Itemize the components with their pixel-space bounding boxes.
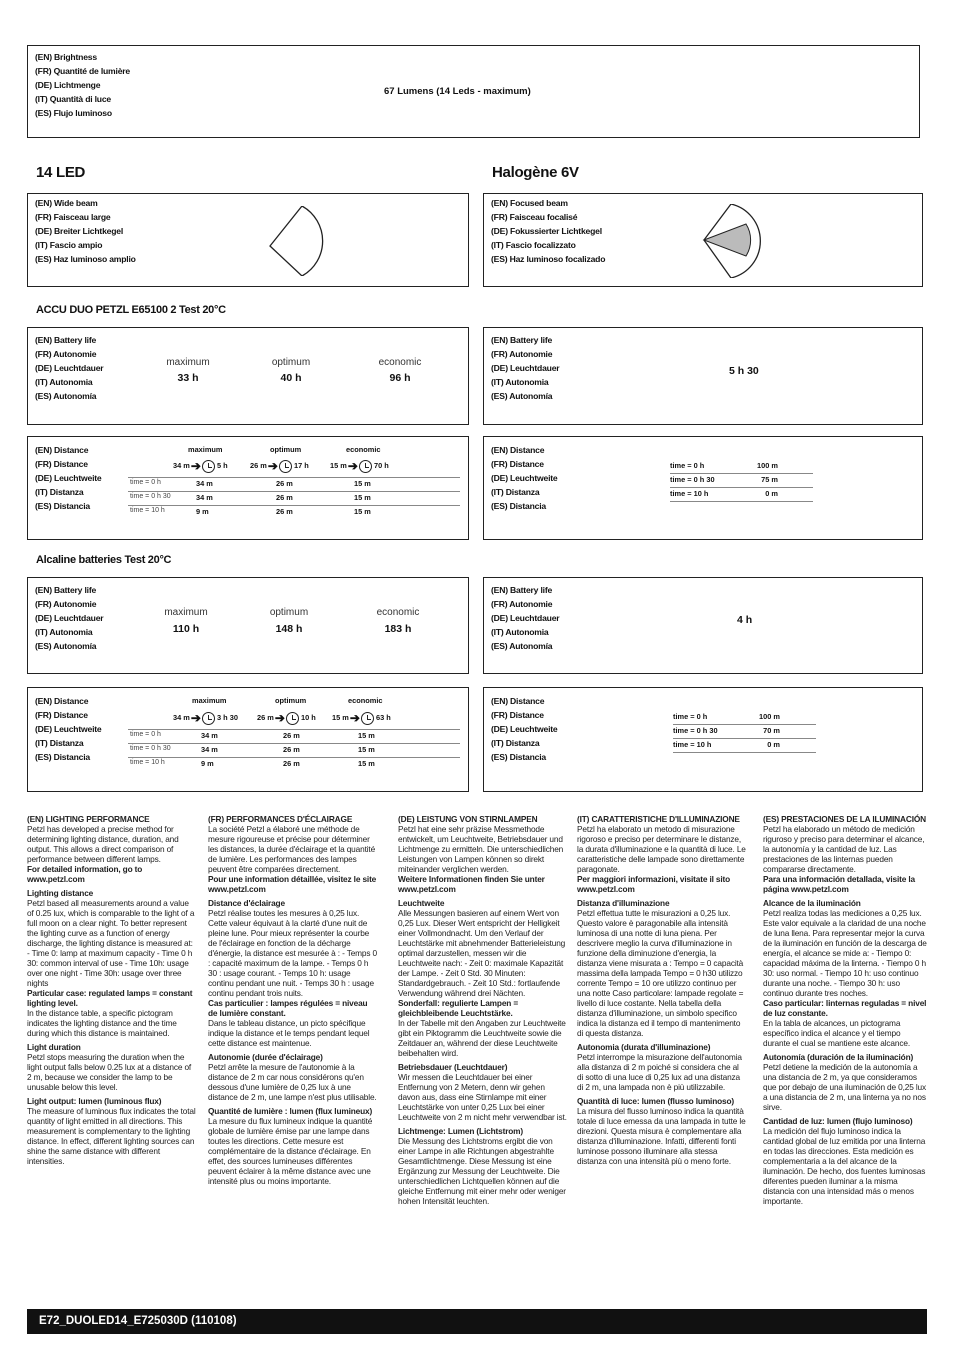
- lang-line: (DE) Leuchtweite: [491, 724, 558, 734]
- col-paragraph: La société Petzl a élaboré une méthode de mesure rigoureuse et précise pour déterminer les distances, la durée d'éclairage et la quantité de lumière. Les performances des lampes peuvent être comparées directement.: [208, 824, 376, 874]
- col-paragraph: Dans le tableau distance, un picto spécifique indique la distance et le temps pendant lequel cette distance est maintenue.: [208, 1018, 370, 1048]
- lang-line: (DE) Leuchtdauer: [491, 613, 560, 623]
- col-paragraph: Petzl interrompe la misurazione dell'autonomia alla distanza di 2 m poiché si considera che al di sotto di una luce di 0,25 lux ad una distanza di 2 m, una lampada non è più utilizzabile.: [577, 1052, 742, 1092]
- lang-line: (IT) Distanza: [491, 487, 540, 497]
- brightness-langs: [35, 50, 130, 120]
- document-footer: E72_DUOLED14_E725030D (110108): [27, 1309, 927, 1334]
- col-bold: Caso particular: linternas reguladas = nivel de luz constante.: [763, 998, 927, 1018]
- row-value: 26 m: [283, 745, 300, 754]
- lang-line: (IT) Fascio focalizzato: [491, 240, 576, 250]
- lang-line: (IT) Autonomia: [35, 377, 93, 387]
- head-distance: 15 m: [332, 712, 349, 722]
- col-paragraph: The measure of luminous flux indicates the total quantity of light emitted in all directions. This measurement is complementary to the lighting distance. In effect, different lighting sources can shine the same distance with different intensities.: [27, 1106, 196, 1166]
- lang-line: (FR) Distance: [35, 459, 88, 469]
- row-line: [128, 477, 460, 478]
- col-paragraph: Petzl has developed a precise method for determining lighting distance, duration, and output. This allows a direct comparison of performance between different lamps.: [27, 824, 179, 864]
- col-paragraph: Petzl detiene la medición de la autonomía a una distancia de 2 m, ya que consideramos que por debajo de una iluminación de 0,25 lux a una distancia de 2 m, una linterna ya no nos sirve.: [763, 1062, 927, 1112]
- col-heading: Lichtmenge: Lumen (Lichtstrom): [398, 1126, 524, 1136]
- row-line: [670, 473, 813, 474]
- clock-icon: [359, 460, 372, 473]
- col-bold: Pour une information détaillée, visitez le site www.petzl.com: [208, 874, 377, 894]
- col-paragraph: Petzl realiza todas las mediciones a 0,25 lux. Este valor equivale a la claridad de una noche de luna llena. Para representar mejor la curva de la iluminación en función de la descarga de energía, el alcance se mide a: - Tiempo 0: capacidad máxima de la linterna. - Tiempo 0 h 30: uso normal. - Tiempo 10 h: uso continuo durante una noche. - Tiempo 30 h: uso continuo durante tres noches.: [763, 908, 927, 998]
- lang-line: (ES) Distancia: [491, 752, 546, 762]
- lang-line: (FR) Quantité de lumière: [35, 66, 130, 76]
- row-line: [670, 501, 813, 502]
- row-value: 9 m: [201, 759, 214, 768]
- row-line: [128, 491, 460, 492]
- battery-value: 148 h: [275, 623, 303, 635]
- accu-led-battery-box: [27, 327, 469, 425]
- col-paragraph: In the distance table, a specific pictogram indicates the lighting distance and the time during which this distance is maintained.: [27, 1008, 177, 1038]
- lang-line: (ES) Haz luminoso focalizado: [491, 254, 606, 264]
- battery-value: 33 h: [177, 372, 199, 384]
- lang-line: (ES) Haz luminoso amplio: [35, 254, 136, 264]
- col-paragraph: Petzl stops measuring the duration when the light output falls below 0.25 lux at a distance of 2 m, because we consider the lamp to be unusable below this level.: [27, 1052, 192, 1092]
- wide-beam-icon: [258, 206, 328, 276]
- mode-label: optimum: [271, 357, 311, 368]
- col-bold: Particular case: regulated lamps = constant lighting level.: [27, 988, 193, 1008]
- row-time: time = 10 h: [130, 759, 165, 766]
- row-time: time = 10 h: [673, 740, 712, 749]
- mode-label: maximum: [192, 696, 227, 705]
- distance-head: [332, 711, 391, 725]
- row-time: time = 0 h: [670, 461, 705, 470]
- row-time: time = 0 h 30: [673, 726, 718, 735]
- alk-led-battery-box: [27, 577, 469, 674]
- lang-line: (EN) Distance: [35, 445, 89, 455]
- col-paragraph: La mesure du flux lumineux indique la quantité globale de lumière émise par une lampe dans toutes les directions. Cette mesure est complémentaire de la distance d'éclairage. En effet, des sources lumineuses différentes peuvent éclairer à la même distance avec une intensité plus ou moins importante.: [208, 1116, 373, 1186]
- lang-line: (EN) Battery life: [491, 585, 553, 595]
- col-bold: For detailed information, go to www.petzl.com: [27, 864, 143, 884]
- head-distance: 26 m: [257, 712, 274, 722]
- alk-halogen-distance-box: [483, 687, 923, 792]
- col-paragraph: La misura del flusso luminoso indica la quantità totale di luce emessa da una lampada in tutte le direzioni. Questa misura è complementare alla distanza d'illuminazione. Infatti, differenti fonti luminose possono illuminare alla stessa distanza con una intensità più o meno forte.: [577, 1106, 746, 1166]
- col-bold: Cas particulier : lampes régulées = niveau de lumière constant.: [208, 998, 368, 1018]
- col-heading: (EN) LIGHTING PERFORMANCE: [27, 814, 150, 824]
- col-bold: Per maggiori informazioni, visitate il sito www.petzl.com: [577, 874, 731, 894]
- col-heading: Autonomie (durée d'éclairage): [208, 1052, 323, 1062]
- lang-line: (EN) Distance: [35, 696, 89, 706]
- text-column-fr: [208, 810, 378, 1186]
- lang-line: (ES) Distancia: [35, 501, 90, 511]
- accu-title: ACCU DUO PETZL E65100 2 Test 20°C: [36, 304, 226, 316]
- row-line: [673, 738, 816, 739]
- battery-value: 4 h: [737, 614, 753, 626]
- clock-icon: [202, 712, 215, 725]
- row-value: 34 m: [201, 745, 218, 754]
- battery-value: 40 h: [280, 372, 302, 384]
- col-heading: Cantidad de luz: lumen (flujo luminoso): [763, 1116, 913, 1126]
- col-paragraph: La medición del flujo luminoso indica la cantidad global de luz emitida por una linterna en todas las direcciones. Esta medición es complementaria a la del alcance de la iluminación. De hecho, dos fuentes luminosas diferentes pueden iluminar a la misma distancia con una intensidad más o menos importante.: [763, 1126, 926, 1206]
- row-time: time = 0 h 30: [130, 493, 171, 500]
- row-value: 15 m: [354, 479, 371, 488]
- distance-head: [330, 459, 389, 473]
- head-time: 10 h: [300, 712, 316, 722]
- row-value: 0 m: [765, 489, 778, 498]
- accu-led-distance-box: [27, 436, 469, 540]
- col-bold: Weitere Informationen finden Sie unter www.petzl.com: [398, 874, 545, 894]
- lang-line: (EN) Battery life: [35, 585, 97, 595]
- mode-label: optimum: [270, 445, 302, 454]
- col-paragraph: Petzl réalise toutes les mesures à 0,25 lux. Cette valeur équivaut à la clarté d'une nuit de pleine lune. Pour mieux représenter la courbe de l'éclairage en fonction de la décharge d'énergie, la distance est mesurée à : - Temps 0 : capacité maximum de la lampe. - Temps 0 h 30 : usage courant. - Temps 10 h: usage continu pendant une nuit. - Temps 30 h : usage continu pendant trois nuits.: [208, 908, 378, 998]
- lang-line: (DE) Fokussierter Lichtkegel: [491, 226, 602, 236]
- lang-line: (IT) Fascio ampio: [35, 240, 103, 250]
- battery-value: 110 h: [172, 623, 200, 635]
- lang-line: (FR) Autonomie: [491, 599, 553, 609]
- row-line: [670, 487, 813, 488]
- col-heading: Autonomía (duración de la iluminación): [763, 1052, 914, 1062]
- alk-halogen-battery-box: [483, 577, 923, 674]
- row-time: time = 0 h: [130, 731, 161, 738]
- battery-value: 183 h: [384, 623, 412, 635]
- battery-value: 5 h 30: [729, 365, 759, 377]
- lang-line: (FR) Distance: [491, 710, 544, 720]
- halogen-title: Halogène 6V: [492, 164, 579, 181]
- brightness-box: [27, 45, 920, 138]
- lang-line: (IT) Quantità di luce: [35, 94, 112, 104]
- lang-line: (DE) Leuchtweite: [491, 473, 558, 483]
- distance-langs: [35, 694, 102, 764]
- col-heading: Leuchtweite: [398, 898, 445, 908]
- row-line: [128, 505, 460, 506]
- lang-line: (FR) Distance: [35, 710, 88, 720]
- row-value: 100 m: [757, 461, 778, 470]
- lang-line: (ES) Autonomía: [35, 641, 97, 651]
- row-value: 34 m: [196, 493, 213, 502]
- row-value: 34 m: [196, 479, 213, 488]
- lang-line: (FR) Autonomie: [35, 349, 97, 359]
- col-heading: (ES) PRESTACIONES DE LA ILUMINACIÓN: [763, 814, 926, 824]
- head-distance: 34 m: [173, 460, 190, 470]
- lang-line: (DE) Leuchtweite: [35, 724, 102, 734]
- brightness-value: 67 Lumens (14 Leds - maximum): [384, 86, 531, 97]
- head-distance: 26 m: [250, 460, 267, 470]
- mode-label: economic: [346, 445, 381, 454]
- head-distance: 15 m: [330, 460, 347, 470]
- col-paragraph: Die Messung des Lichtstroms ergibt die von einer Lampe in alle Richtungen abgestrahlte Gesamtlichtmenge. Diese Messung ist eine Ergänzung zur Messung der Leuchtweite. Die unterschiedlichen Lichtquellen können auf die gleiche Entfernung mit einer mehr oder weniger hohen Intensität leuchten.: [398, 1136, 566, 1206]
- row-value: 15 m: [358, 745, 375, 754]
- col-paragraph: In der Tabelle mit den Angaben zur Leuchtweite gibt ein Piktogramm die Leuchtweite sowie die Zeitdauer an, während der diese Leuchtweite beibehalten wird.: [398, 1018, 566, 1058]
- col-paragraph: Petzl effettua tutte le misurazioni a 0,25 lux. Questo valore è paragonabile alla intensità luminosa di una notte di luna piena. Per descrivere meglio la curva d'illuminazione in funzione della diminuzione d'energia, la distanza viene misurata a : Tempo = 0 capacità massima della lampada Tempo = 0 h30 utilizzo corrente Tempo = 10 ore utilizzo continuo per una notte Caso particolare: lampade regolate = livello di luce costante. Nella tabella della distanza d'illuminazione, un simbolo specifico indica la distanza ed il tempo di mantenimento di questa distanza.: [577, 908, 744, 1038]
- arrow-right-icon: ➔: [190, 711, 201, 725]
- head-distance: 34 m: [173, 712, 190, 722]
- lang-line: (DE) Lichtmenge: [35, 80, 101, 90]
- lang-line: (EN) Battery life: [491, 335, 553, 345]
- row-value: 75 m: [761, 475, 778, 484]
- lang-line: (EN) Brightness: [35, 52, 97, 62]
- lang-line: (IT) Autonomia: [35, 627, 93, 637]
- row-line: [128, 729, 460, 730]
- lang-line: (ES) Distancia: [35, 752, 90, 762]
- alkaline-title: Alcaline batteries Test 20°C: [36, 554, 172, 566]
- head-time: 70 h: [373, 460, 389, 470]
- col-bold: Para una información detallada, visite la página www.petzl.com: [763, 874, 916, 894]
- distance-head: [173, 711, 238, 725]
- col-heading: Distanza d'illuminazione: [577, 898, 670, 908]
- battery-langs: [35, 333, 103, 403]
- row-line: [673, 724, 816, 725]
- row-value: 26 m: [276, 479, 293, 488]
- col-heading: Lighting distance: [27, 888, 94, 898]
- lang-line: (IT) Distanza: [35, 738, 84, 748]
- head-time: 3 h 30: [216, 712, 238, 722]
- lang-line: (ES) Autonomía: [491, 391, 553, 401]
- row-value: 26 m: [283, 731, 300, 740]
- lang-line: (ES) Distancia: [491, 501, 546, 511]
- lang-line: (DE) Leuchtdauer: [35, 613, 104, 623]
- row-line: [128, 757, 460, 758]
- row-value: 70 m: [763, 726, 780, 735]
- col-paragraph: En la tabla de alcances, un pictograma específico indica el alcance y el tiempo durante el cual se mantiene este alcance.: [763, 1018, 910, 1048]
- arrow-right-icon: ➔: [349, 711, 360, 725]
- col-bold: Sonderfall: regulierte Lampen = gleichbleibende Leuchtstärke.: [398, 998, 519, 1018]
- col-heading: Light output: lumen (luminous flux): [27, 1096, 162, 1106]
- led-title: 14 LED: [36, 164, 86, 181]
- mode-label: optimum: [275, 696, 307, 705]
- row-time: time = 0 h 30: [130, 745, 171, 752]
- lang-line: (EN) Battery life: [35, 335, 97, 345]
- col-heading: (FR) PERFORMANCES D'ÉCLAIRAGE: [208, 814, 353, 824]
- col-paragraph: Petzl arrête la mesure de l'autonomie à la distance de 2 m car nous considérons qu'en dessous d'une lumière de 0,25 lux à une distance de 2 m, une lampe n'est plus utilisable.: [208, 1062, 377, 1102]
- focused-beam-langs: [491, 196, 605, 266]
- lang-line: (FR) Distance: [491, 459, 544, 469]
- lang-line: (IT) Autonomia: [491, 377, 549, 387]
- lang-line: (IT) Autonomia: [491, 627, 549, 637]
- arrow-right-icon: ➔: [267, 459, 278, 473]
- distance-head: [257, 711, 316, 725]
- col-heading: Light duration: [27, 1042, 81, 1052]
- row-time: time = 10 h: [130, 507, 165, 514]
- row-value: 26 m: [283, 759, 300, 768]
- focused-beam-icon: [701, 204, 771, 278]
- accu-halogen-battery-box: [483, 327, 923, 425]
- col-paragraph: Petzl ha elaborado un método de medición riguroso y preciso para determinar el alcance, la autonomía y la cantidad de luz. Las prestaciones de las linternas pueden compararse directamente.: [763, 824, 925, 874]
- distance-head: [173, 459, 228, 473]
- distance-langs: [491, 694, 558, 764]
- row-line: [673, 752, 816, 753]
- text-column-it: [577, 810, 747, 1166]
- lang-line: (DE) Leuchtweite: [35, 473, 102, 483]
- col-paragraph: Petzl hat eine sehr präzise Messmethode entwickelt, um Leuchtweite, Betriebsdauer und Lichtmenge zu ermitteln. Die unterschiedlichen Leistungen von Lampen können so direkt miteinander verglichen werden.: [398, 824, 564, 874]
- row-value: 15 m: [358, 731, 375, 740]
- row-time: time = 0 h: [673, 712, 708, 721]
- wide-beam-box: [27, 193, 469, 287]
- lang-line: (FR) Faisceau focalisé: [491, 212, 578, 222]
- col-heading: (IT) CARATTERISTICHE D'ILLUMINAZIONE: [577, 814, 740, 824]
- lang-line: (IT) Distanza: [491, 738, 540, 748]
- head-time: 63 h: [375, 712, 391, 722]
- battery-langs: [491, 583, 559, 653]
- wide-beam-langs: [35, 196, 136, 266]
- mode-label: maximum: [166, 357, 210, 368]
- lang-line: (EN) Distance: [491, 696, 545, 706]
- focused-beam-box: [483, 193, 923, 287]
- mode-label: economic: [378, 357, 422, 368]
- col-heading: Distance d'éclairage: [208, 898, 285, 908]
- lang-line: (EN) Distance: [491, 445, 545, 455]
- mode-label: economic: [348, 696, 383, 705]
- col-heading: Quantità di luce: lumen (flusso luminoso): [577, 1096, 735, 1106]
- lang-line: (IT) Distanza: [35, 487, 84, 497]
- lang-line: (EN) Wide beam: [35, 198, 98, 208]
- row-line: [128, 743, 460, 744]
- mode-label: optimum: [269, 607, 309, 618]
- alk-led-distance-box: [27, 687, 469, 792]
- col-paragraph: Petzl ha elaborato un metodo di misurazione rigoroso e preciso per determinare le distanze, la durata d'illuminazione e la quantità di luce. Le caratteristiche delle lampade sono direttamente paragonate.: [577, 824, 746, 874]
- col-paragraph: Petzl based all measurements around a value of 0.25 lux, which is comparable to the light of a full moon on a clear night. To better represent the lighting curve as a function of energy discharge, the lighting distance is measured at: - Time 0: lamp at maximum capacity - Time 0 h 30: common interval of use - Time 10h: usage over one night - Time 30h: usage over three nights: [27, 898, 195, 988]
- battery-value: 96 h: [389, 372, 411, 384]
- lang-line: (FR) Faisceau large: [35, 212, 111, 222]
- col-paragraph: Wir messen die Leuchtdauer bei einer Entfernung von 2 Metern, denn wir gehen davon aus, dass eine Stirnlampe mit einer Leuchtstärke von unter 0,25 Lux bei einer Leuchtweite von 2 m nicht mehr verwendbar ist.: [398, 1072, 567, 1122]
- row-value: 15 m: [354, 493, 371, 502]
- head-time: 5 h: [216, 460, 228, 470]
- clock-icon: [202, 460, 215, 473]
- lang-line: (ES) Autonomía: [35, 391, 97, 401]
- row-value: 15 m: [358, 759, 375, 768]
- distance-langs: [35, 443, 102, 513]
- clock-icon: [361, 712, 374, 725]
- lang-line: (FR) Autonomie: [35, 599, 97, 609]
- col-heading: Betriebsdauer (Leuchtdauer): [398, 1062, 508, 1072]
- row-time: time = 0 h 30: [670, 475, 715, 484]
- text-column-en: [27, 810, 197, 1166]
- distance-langs: [491, 443, 558, 513]
- lang-line: (FR) Autonomie: [491, 349, 553, 359]
- battery-langs: [35, 583, 103, 653]
- col-heading: (DE) LEISTUNG VON STIRNLAMPEN: [398, 814, 538, 824]
- col-heading: Autonomia (durata d'illuminazione): [577, 1042, 711, 1052]
- row-time: time = 0 h: [130, 479, 161, 486]
- mode-label: maximum: [164, 607, 208, 618]
- lang-line: (DE) Leuchtdauer: [491, 363, 560, 373]
- row-value: 100 m: [759, 712, 780, 721]
- row-value: 9 m: [196, 507, 209, 516]
- row-value: 0 m: [767, 740, 780, 749]
- mode-label: economic: [376, 607, 420, 618]
- col-paragraph: Alle Messungen basieren auf einem Wert von 0,25 Lux. Dieser Wert entspricht der Helligkeit einer Vollmondnacht. Um den Verlauf der Leuchtstärke mit abnehmender Batterieleistung optimal darzustellen, messen wir die Leuchtweite nach: - Zeit 0: maximale Kapazität der Lampe. - Zeit 0 Std. 30 Minuten: Standardgebrauch. - Zeit 10 Std.: fortlaufende Verwendung während drei Nächten.: [398, 908, 566, 998]
- lang-line: (ES) Autonomía: [491, 641, 553, 651]
- row-time: time = 10 h: [670, 489, 709, 498]
- text-column-de: [398, 810, 568, 1206]
- accu-halogen-distance-box: [483, 436, 923, 540]
- lang-line: (ES) Flujo luminoso: [35, 108, 112, 118]
- battery-langs: [491, 333, 559, 403]
- lang-line: (DE) Breiter Lichtkegel: [35, 226, 124, 236]
- arrow-right-icon: ➔: [274, 711, 285, 725]
- row-value: 26 m: [276, 493, 293, 502]
- row-value: 34 m: [201, 731, 218, 740]
- lang-line: (DE) Leuchtdauer: [35, 363, 104, 373]
- clock-icon: [286, 712, 299, 725]
- arrow-right-icon: ➔: [347, 459, 358, 473]
- col-heading: Alcance de la iluminación: [763, 898, 861, 908]
- text-column-es: [763, 810, 928, 1206]
- clock-icon: [279, 460, 292, 473]
- distance-head: [250, 459, 309, 473]
- row-value: 26 m: [276, 507, 293, 516]
- head-time: 17 h: [293, 460, 309, 470]
- arrow-right-icon: ➔: [190, 459, 201, 473]
- lang-line: (EN) Focused beam: [491, 198, 568, 208]
- row-value: 15 m: [354, 507, 371, 516]
- mode-label: maximum: [188, 445, 223, 454]
- col-heading: Quantité de lumière : lumen (flux lumineux): [208, 1106, 373, 1116]
